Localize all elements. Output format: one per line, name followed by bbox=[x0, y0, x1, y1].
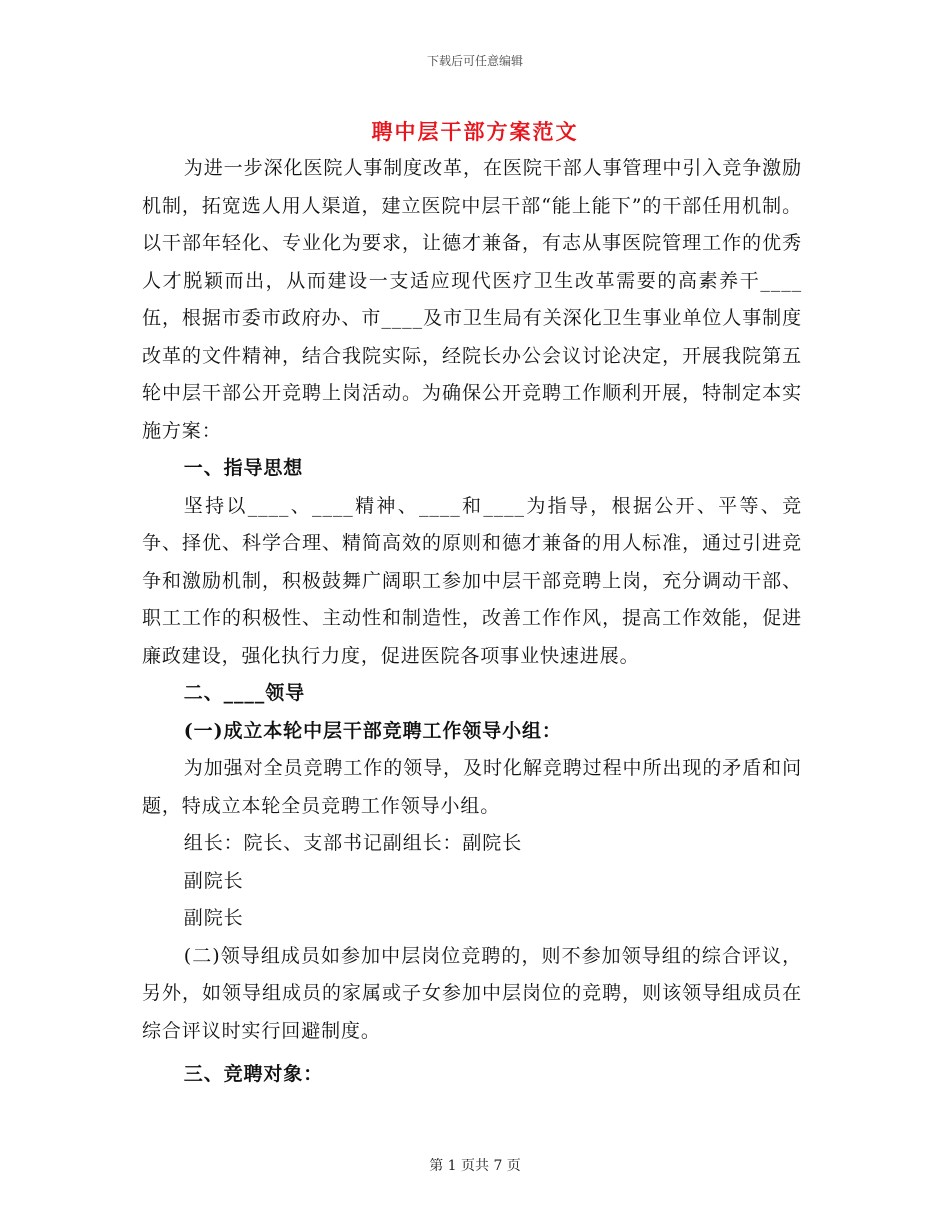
section-heading-1: 一、指导思想 bbox=[183, 457, 304, 479]
intro-paragraph: 为进一步深化医院人事制度改革，在医院干部人事管理中引入竞争激励机制，拓宽选人用人渠道，建立医院中层干部“能上能下”的干部任用机制。以干部年轻化、专业化为要求，让德才兼备，有志从事医院管理工作的优秀人才脱颖而出，从而建设一支适应现代医疗卫生改革需要的高素养干____伍，根据市委市政府办、市____及市卫生局有关深化卫生事业单位人事制度改革的文件精神，结合我院实际，经院长办公会议讨论决定，开展我院第五轮中层干部公开竞聘上岗活动。为确保公开竞聘工作顺利开展，特制定本实施方案： bbox=[142, 157, 802, 442]
header-note: 下载后可任意编辑 bbox=[426, 54, 523, 68]
subsection-heading-1: (一)成立本轮中层干部竞聘工作领导小组： bbox=[183, 719, 562, 742]
document-body bbox=[142, 150, 802, 1094]
avoidance-rule-paragraph: (二)领导组成员如参加中层岗位竞聘的，则不参加领导组的综合评议，另外，如领导组成员的家属或子女参加中层岗位的竞聘，则该领导组成员在综合评议时实行回避制度。 bbox=[142, 944, 802, 1042]
vice-president-line-1: 副院长 bbox=[183, 869, 244, 892]
group-leader-line: 组长：院长、支部书记副组长：副院长 bbox=[183, 832, 523, 854]
document-title: 聘中层干部方案范文 bbox=[371, 119, 579, 144]
section-heading-3: 三、竞聘对象： bbox=[183, 1063, 324, 1085]
leadership-group-paragraph: 为加强对全员竞聘工作的领导，及时化解竞聘过程中所出现的矛盾和问题，特成立本轮全员竞聘工作领导小组。 bbox=[142, 757, 802, 817]
vice-president-line-2: 副院长 bbox=[183, 907, 244, 929]
guiding-thought-paragraph: 坚持以____、____精神、____和____为指导，根据公开、平等、竞争、择优、科学合理、精简高效的原则和德才兼备的用人标准，通过引进竞争和激励机制，积极鼓舞广阔职工参加中层干部竞聘上岗，充分调动干部、职工工作的积极性、主动性和制造性，改善工作作风，提高工作效能，促进廉政建设，强化执行力度，促进医院各项事业快速进展。 bbox=[142, 494, 802, 667]
section-heading-2: 二、____领导 bbox=[183, 682, 305, 704]
page-number: 第 1 页共 7 页 bbox=[429, 1158, 521, 1174]
